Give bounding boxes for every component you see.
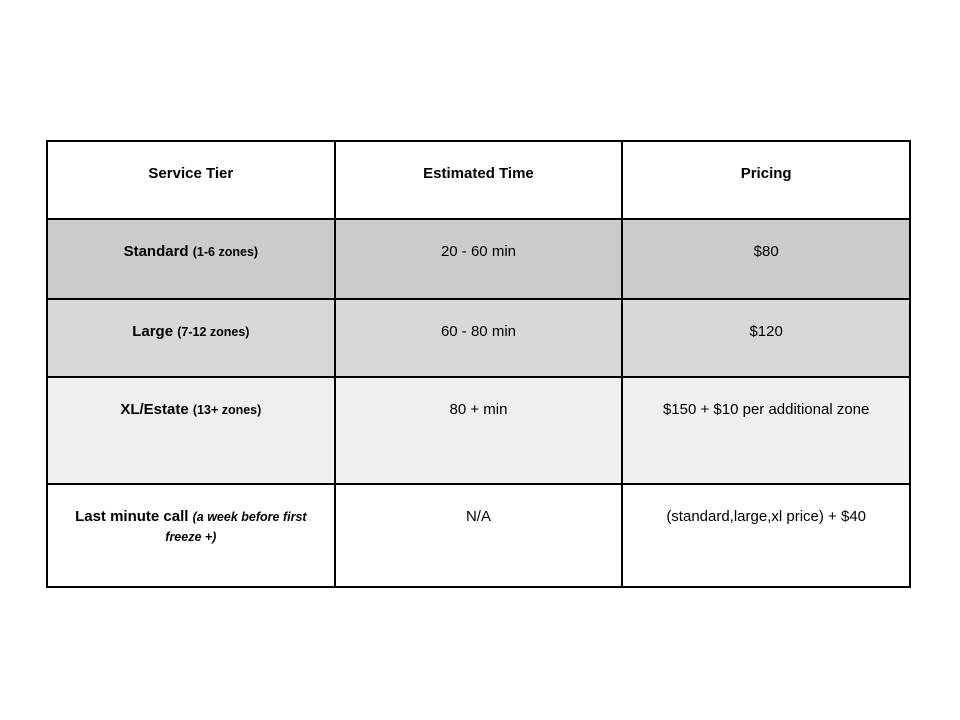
table-row-last-minute: [47, 484, 910, 587]
tier-note: (a week before first freeze +): [165, 510, 307, 544]
column-header-service-tier: Service Tier: [47, 141, 335, 219]
cell-time-large: 60 - 80 min: [335, 299, 623, 377]
cell-tier-xl-estate: [47, 377, 335, 484]
cell-tier-standard: [47, 219, 335, 299]
tier-note: (7-12 zones): [177, 325, 250, 339]
table-row-standard: [47, 219, 910, 299]
cell-price-large: $120: [622, 299, 910, 377]
pricing-table: [46, 140, 911, 588]
cell-price-standard: $80: [622, 219, 910, 299]
table-row-large: [47, 299, 910, 377]
cell-price-last-minute: (standard,large,xl price) + $40: [622, 484, 910, 587]
cell-time-last-minute: N/A: [335, 484, 623, 587]
column-header-estimated-time: Estimated Time: [335, 141, 623, 219]
tier-note: (1-6 zones): [192, 245, 259, 259]
tier-name: Last minute call: [75, 508, 189, 525]
cell-tier-large: [47, 299, 335, 377]
cell-time-xl-estate: 80 + min: [335, 377, 623, 484]
tier-note: (13+ zones): [192, 403, 262, 417]
tier-name: Large: [132, 323, 174, 340]
cell-tier-last-minute: [47, 484, 335, 587]
tier-name: Standard: [123, 243, 189, 260]
column-header-pricing: Pricing: [622, 141, 910, 219]
cell-price-xl-estate: $150 + $10 per additional zone: [622, 377, 910, 484]
header-row: [47, 141, 910, 219]
tier-name: XL/Estate: [120, 401, 189, 418]
cell-time-standard: 20 - 60 min: [335, 219, 623, 299]
table-row-xl-estate: [47, 377, 910, 484]
